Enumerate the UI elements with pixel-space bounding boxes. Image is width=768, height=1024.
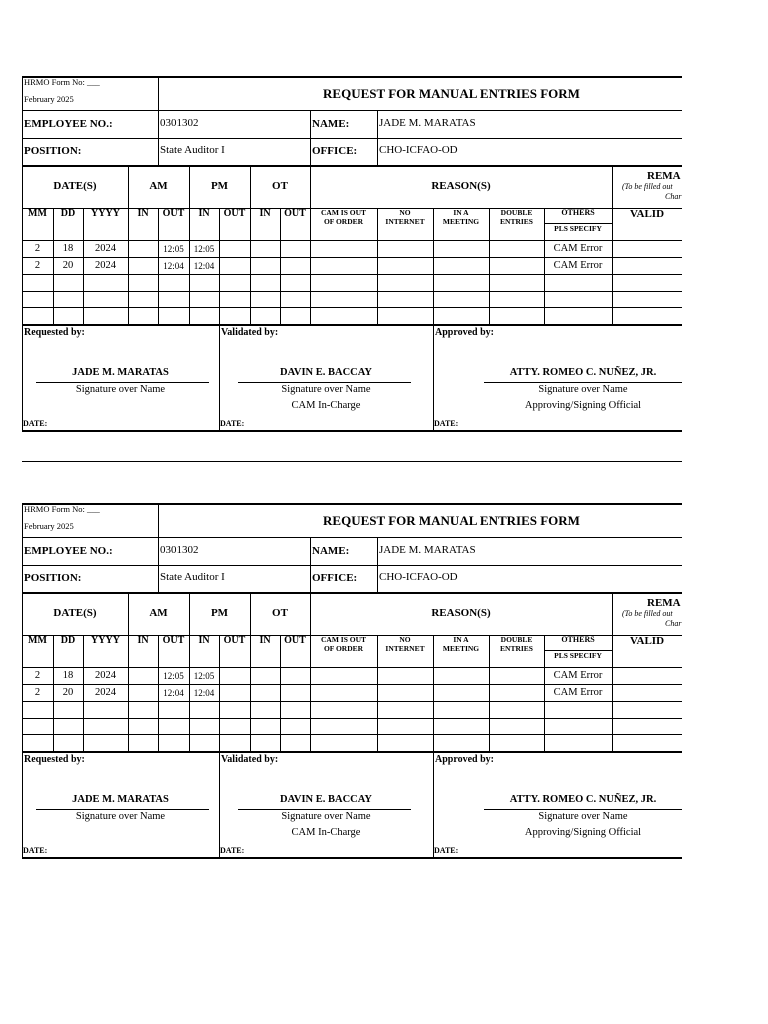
mm-header: MM bbox=[28, 208, 47, 219]
am-header: AM bbox=[149, 607, 168, 619]
others-header: OTHERS bbox=[561, 635, 595, 644]
row-1-mm: 2 bbox=[34, 243, 41, 254]
in-meeting-header: IN A bbox=[453, 208, 469, 217]
validated-role: CAM In-Charge bbox=[291, 400, 361, 411]
row-2-dd: 20 bbox=[62, 260, 74, 271]
yyyy-header: YYYY bbox=[91, 635, 120, 646]
validated-role: CAM In-Charge bbox=[291, 827, 361, 838]
name-value: JADE M. MARATAS bbox=[379, 544, 476, 556]
cam-out-of-order-header-2: OF ORDER bbox=[323, 644, 364, 653]
form-number: HRMO Form No: ___ bbox=[24, 504, 100, 514]
in-meeting-header-2: MEETING bbox=[442, 217, 480, 226]
am-in-header: IN bbox=[137, 635, 149, 646]
requested-by-label: Requested by: bbox=[24, 327, 85, 338]
row-2-am-out: 12:04 bbox=[163, 261, 184, 271]
row-2-mm: 2 bbox=[34, 687, 41, 698]
no-internet-header: NO bbox=[399, 635, 411, 644]
row-1-yyyy: 2024 bbox=[95, 670, 116, 681]
position-label: POSITION: bbox=[24, 145, 82, 157]
requested-date-label: DATE: bbox=[23, 846, 48, 855]
pm-out-header: OUT bbox=[223, 635, 246, 646]
am-out-header: OUT bbox=[162, 635, 185, 646]
employee-no-value: 0301302 bbox=[160, 544, 199, 556]
in-meeting-header: IN A bbox=[453, 635, 469, 644]
row-1-dd: 18 bbox=[62, 243, 74, 254]
no-internet-header-2: INTERNET bbox=[385, 644, 425, 653]
requested-sig-caption: Signature over Name bbox=[75, 384, 166, 395]
remarks-header: REMA bbox=[647, 170, 681, 182]
requested-by-label: Requested by: bbox=[24, 754, 85, 765]
row-1-others: CAM Error bbox=[553, 243, 603, 254]
row-2-yyyy: 2024 bbox=[95, 260, 116, 271]
row-2-am-out: 12:04 bbox=[163, 688, 184, 698]
requested-date-label: DATE: bbox=[23, 419, 48, 428]
office-label: OFFICE: bbox=[312, 145, 358, 157]
double-entries-header-2: ENTRIES bbox=[500, 644, 533, 653]
employee-no-value: 0301302 bbox=[160, 117, 199, 129]
manual-entries-form-2 bbox=[22, 503, 682, 859]
ot-in-header: IN bbox=[259, 635, 271, 646]
approved-sig-caption: Signature over Name bbox=[538, 811, 628, 822]
form-number: HRMO Form No: ___ bbox=[24, 77, 100, 87]
ot-header: OT bbox=[272, 607, 288, 619]
validated-by-label: Validated by: bbox=[221, 327, 279, 338]
approved-role: Approving/Signing Official bbox=[524, 400, 642, 411]
no-internet-header: NO bbox=[399, 208, 411, 217]
approved-date-label: DATE: bbox=[434, 419, 459, 428]
am-header: AM bbox=[149, 180, 168, 192]
dates-header: DATE(S) bbox=[53, 607, 97, 619]
position-value: State Auditor I bbox=[160, 144, 225, 156]
row-2-mm: 2 bbox=[34, 260, 41, 271]
validated-sig-caption: Signature over Name bbox=[281, 384, 371, 395]
remarks-header: REMA bbox=[647, 597, 681, 609]
remarks-note: (To be filled out bbox=[622, 182, 673, 191]
am-in-header: IN bbox=[137, 208, 149, 219]
dates-header: DATE(S) bbox=[53, 180, 97, 192]
ot-header: OT bbox=[272, 180, 288, 192]
pm-in-header: IN bbox=[198, 635, 210, 646]
row-2-pm-in: 12:04 bbox=[193, 261, 215, 271]
reasons-header: REASON(S) bbox=[431, 180, 491, 192]
row-1-pm-in: 12:05 bbox=[193, 671, 215, 681]
office-value: CHO-ICFAO-OD bbox=[379, 571, 458, 583]
approved-role: Approving/Signing Official bbox=[524, 827, 642, 838]
name-label: NAME: bbox=[312, 118, 350, 130]
row-2-others: CAM Error bbox=[553, 260, 603, 271]
approved-by-label: Approved by: bbox=[435, 754, 494, 765]
row-1-yyyy: 2024 bbox=[95, 243, 116, 254]
approved-sig-caption: Signature over Name bbox=[538, 384, 628, 395]
validated-date-label: DATE: bbox=[220, 846, 245, 855]
requested-by-name: JADE M. MARATAS bbox=[72, 794, 169, 805]
double-entries-header: DOUBLE bbox=[500, 208, 533, 217]
pm-header: PM bbox=[210, 607, 229, 619]
form-title: REQUEST FOR MANUAL ENTRIES FORM bbox=[323, 86, 580, 101]
double-entries-header-2: ENTRIES bbox=[500, 217, 533, 226]
name-value: JADE M. MARATAS bbox=[379, 117, 476, 129]
form-date: February 2025 bbox=[24, 94, 74, 104]
form-title: REQUEST FOR MANUAL ENTRIES FORM bbox=[323, 513, 580, 528]
ot-out-header: OUT bbox=[284, 208, 306, 219]
validated-by-name: DAVIN E. BACCAY bbox=[280, 794, 372, 805]
pm-header: PM bbox=[210, 180, 229, 192]
approved-date-label: DATE: bbox=[434, 846, 459, 855]
pls-specify-header: PLS SPECIFY bbox=[554, 224, 602, 233]
no-internet-header-2: INTERNET bbox=[385, 217, 425, 226]
row-2-pm-in: 12:04 bbox=[193, 688, 215, 698]
am-out-header: OUT bbox=[162, 208, 185, 219]
approved-by-label: Approved by: bbox=[435, 327, 494, 338]
dd-header: DD bbox=[60, 635, 76, 646]
pm-out-header: OUT bbox=[223, 208, 246, 219]
row-2-yyyy: 2024 bbox=[95, 687, 116, 698]
validated-sig-caption: Signature over Name bbox=[281, 811, 371, 822]
row-1-dd: 18 bbox=[62, 670, 74, 681]
dd-header: DD bbox=[60, 208, 76, 219]
row-2-dd: 20 bbox=[62, 687, 74, 698]
page-separator-line bbox=[22, 461, 682, 462]
pls-specify-header: PLS SPECIFY bbox=[554, 651, 602, 660]
reasons-header: REASON(S) bbox=[431, 607, 491, 619]
cam-out-of-order-header: CAM IS OUT bbox=[320, 208, 366, 217]
validated-by-name: DAVIN E. BACCAY bbox=[280, 367, 372, 378]
cam-out-of-order-header-2: OF ORDER bbox=[323, 217, 364, 226]
approved-by-name: ATTY. ROMEO C. NUÑEZ, JR. bbox=[509, 794, 657, 805]
office-value: CHO-ICFAO-OD bbox=[379, 144, 458, 156]
manual-entries-form-1 bbox=[22, 76, 682, 432]
position-value: State Auditor I bbox=[160, 571, 225, 583]
requested-by-name: JADE M. MARATAS bbox=[72, 367, 169, 378]
remarks-note-2: Char bbox=[665, 192, 682, 201]
form-date: February 2025 bbox=[24, 521, 74, 531]
cam-out-of-order-header: CAM IS OUT bbox=[320, 635, 366, 644]
validated-date-label: DATE: bbox=[220, 419, 245, 428]
row-1-pm-in: 12:05 bbox=[193, 244, 215, 254]
ot-in-header: IN bbox=[259, 208, 271, 219]
remarks-note-2: Char bbox=[665, 619, 682, 628]
mm-header: MM bbox=[28, 635, 47, 646]
row-1-mm: 2 bbox=[34, 670, 41, 681]
validated-by-label: Validated by: bbox=[221, 754, 279, 765]
name-label: NAME: bbox=[312, 545, 350, 557]
in-meeting-header-2: MEETING bbox=[442, 644, 480, 653]
double-entries-header: DOUBLE bbox=[500, 635, 533, 644]
remarks-note: (To be filled out bbox=[622, 609, 673, 618]
position-label: POSITION: bbox=[24, 572, 82, 584]
row-1-others: CAM Error bbox=[553, 670, 603, 681]
pm-in-header: IN bbox=[198, 208, 210, 219]
ot-out-header: OUT bbox=[284, 635, 306, 646]
row-2-others: CAM Error bbox=[553, 687, 603, 698]
row-1-am-out: 12:05 bbox=[163, 671, 184, 681]
employee-no-label: EMPLOYEE NO.: bbox=[24, 118, 113, 130]
others-header: OTHERS bbox=[561, 208, 595, 217]
approved-by-name: ATTY. ROMEO C. NUÑEZ, JR. bbox=[509, 367, 657, 378]
requested-sig-caption: Signature over Name bbox=[75, 811, 166, 822]
office-label: OFFICE: bbox=[312, 572, 358, 584]
valid-header: VALID bbox=[629, 635, 665, 647]
row-1-am-out: 12:05 bbox=[163, 244, 184, 254]
valid-header: VALID bbox=[629, 208, 665, 220]
yyyy-header: YYYY bbox=[91, 208, 120, 219]
employee-no-label: EMPLOYEE NO.: bbox=[24, 545, 113, 557]
